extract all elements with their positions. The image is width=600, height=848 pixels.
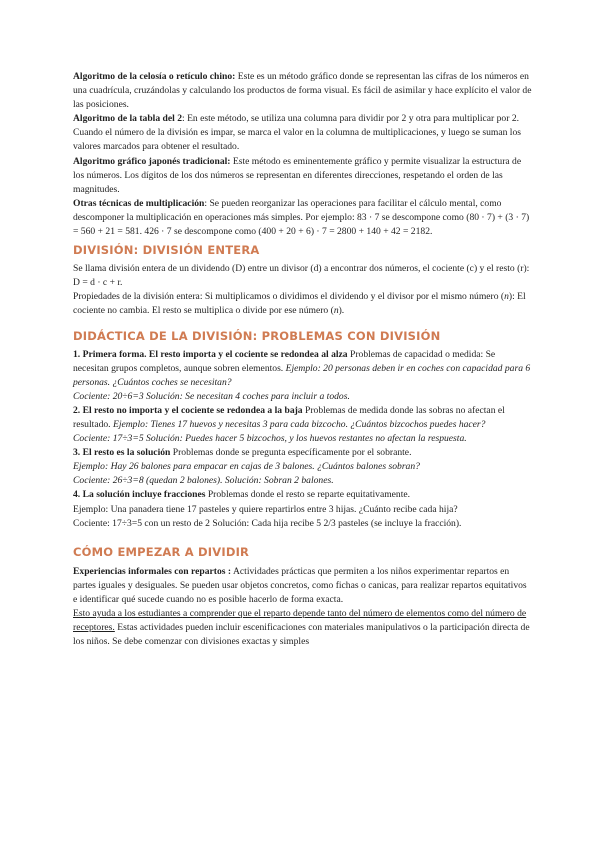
paragraph-division-entera: Se llama división entera de un dividendo (D) entre un divisor (d) a encontrar dos números, el cociente (c) y el resto (r): D = d · c + r.: [73, 263, 530, 289]
item-1-solution: Cociente: 20÷6=3 Solución: Se necesitan 4 coches para incluir a todos.: [73, 390, 350, 402]
item-4-term: 4. La solución incluye fracciones: [73, 489, 206, 501]
text-japones: Este método es eminentemente gráfico y permite visualizar la estructura de los números. Los dígitos de los dos números se representan en diferentes direcciones, respetando el orden de las magnitudes.: [73, 155, 522, 195]
text-experiencias-2: Estas actividades pueden incluir escenificaciones con materiales manipulativos o la participación directa de los niños. Se debe comenzar con divisiones exactas y simples: [73, 622, 530, 648]
item-3: [73, 446, 533, 460]
term-experiencias: Experiencias informales con repartos :: [73, 565, 232, 577]
paragraph-celosia: [73, 70, 533, 112]
item-4: [73, 488, 533, 502]
item-1-example: Ejemplo: 20 personas deben ir en coches con capacidad para 6 personas. ¿Cuántos coches se necesitan?: [73, 362, 531, 388]
underlined-sentence: Esto ayuda a los estudiantes a comprender que el reparto depende tanto del número de elementos como del número de receptores.: [73, 608, 527, 634]
item-2-text: Problemas de medida donde las sobras no afectan el resultado.: [73, 404, 505, 430]
heading-division: DIVISIÓN: DIVISIÓN ENTERA: [73, 243, 260, 258]
item-3-example: Ejemplo: Hay 26 balones para empacar en cajas de 3 balones. ¿Cuántos balones sobran?: [73, 461, 420, 473]
heading-empezar: CÓMO EMPEZAR A DIVIDIR: [73, 544, 250, 559]
item-4-example: Ejemplo: Una panadera tiene 17 pasteles y quiere repartirlos entre 3 hijas. ¿Cuánto recibe cada hija?: [73, 503, 458, 515]
item-3-text: Problemas donde se pregunta específicamente por el sobrante.: [170, 447, 412, 459]
term-japones: Algoritmo gráfico japonés tradicional:: [73, 155, 231, 167]
item-2-solution: Cociente: 17÷3=5 Solución: Puedes hacer 5 bizcochos, y los huevos restantes no afectan la respuesta.: [73, 433, 467, 445]
term-celosia: Algoritmo de la celosía o retículo chino:: [73, 71, 236, 82]
item-4-solution: Cociente: 17÷3=5 con un resto de 2 Solución: Cada hija recibe 5 2/3 pasteles (se incluye la fracción).: [73, 517, 462, 529]
text-experiencias-1: Actividades prácticas que permiten a los niños experimentar repartos en partes iguales y desiguales. Se pueden usar objetos concretos, como fichas o canicas, para realizar repartos equitativos e identificar qué sucede cuando no es posible hacerlo de forma exacta.: [73, 565, 527, 605]
item-4-text: Problemas donde el resto se reparte equitativamente.: [205, 489, 411, 501]
item-3-term: 3. El resto es la solución: [73, 447, 171, 459]
term-tabla-del-2: Algoritmo de la tabla del 2: [73, 113, 182, 125]
paragraph-reparto: [73, 607, 533, 649]
text-celosia: Este es un método gráfico donde se representan las cifras de los números en una cuadrícula, cruzándolas y calculando los productos de forma visual. Es fácil de asimilar y hace explícito el valor de las posiciones.: [73, 71, 532, 111]
item-2-term: 2. El resto no importa y el cociente se redondea a la baja: [73, 404, 303, 416]
document-page: [73, 70, 533, 649]
item-2-example: Ejemplo: Tienes 17 huevos y necesitas 3 para cada bizcocho. ¿Cuántos bizcochos puedes hacer?: [112, 418, 486, 430]
item-1-term: 1. Primera forma. El resto importa y el cociente se redondea al alza: [73, 348, 348, 360]
paragraph-propiedades: [73, 290, 533, 318]
propiedades-n-2: n: [333, 305, 339, 317]
paragraph-otras-tecnicas: [73, 197, 533, 239]
term-otras-tecnicas: Otras técnicas de multiplicación: [73, 197, 205, 209]
propiedades-n-1: n: [504, 291, 509, 303]
paragraph-japones: [73, 155, 533, 197]
paragraph-tabla-del-2: [73, 112, 533, 154]
paragraph-experiencias: [73, 565, 533, 607]
item-1: [73, 348, 533, 390]
heading-didactica: DIDÁCTICA DE LA DIVISIÓN: PROBLEMAS CON DIVISIÓN: [73, 328, 441, 343]
text-otras-tecnicas: : Se pueden reorganizar las operaciones para facilitar el cálculo mental, como descomponer la multiplicación en operaciones más simples. Por ejemplo: 83 · 7 se descompone como (80 · 7) + (3 · 7) = 560 + 21 = 581. 426 · 7 se descompone como (400 + 20 + 6) · 7 = 2800 + 140 + 42 = 2182.: [73, 197, 530, 238]
item-1-text: Problemas de capacidad o medida: Se necesitan grupos completos, aunque sobren elementos.: [73, 348, 496, 374]
propiedades-text-a: Propiedades de la división entera: Si multiplicamos o dividimos el dividendo y el divisor por el mismo número (: [73, 291, 505, 303]
propiedades-text-b: ): El cociente no cambia. El resto se multiplica o divide por ese número (: [73, 291, 526, 317]
text-tabla-del-2: : En este método, se utiliza una columna para dividir por 2 y otra para multiplicar por 2. Cuando el número de la división es impar, se marca el valor en la columna de multiplicaciones, y luego se suman los valores marcados para obtener el resultado.: [73, 113, 522, 153]
propiedades-text-c: ).: [338, 305, 345, 317]
item-2: [73, 404, 533, 432]
item-3-solution: Cociente: 26÷3=8 (quedan 2 balones). Solución: Sobran 2 balones.: [73, 475, 334, 487]
